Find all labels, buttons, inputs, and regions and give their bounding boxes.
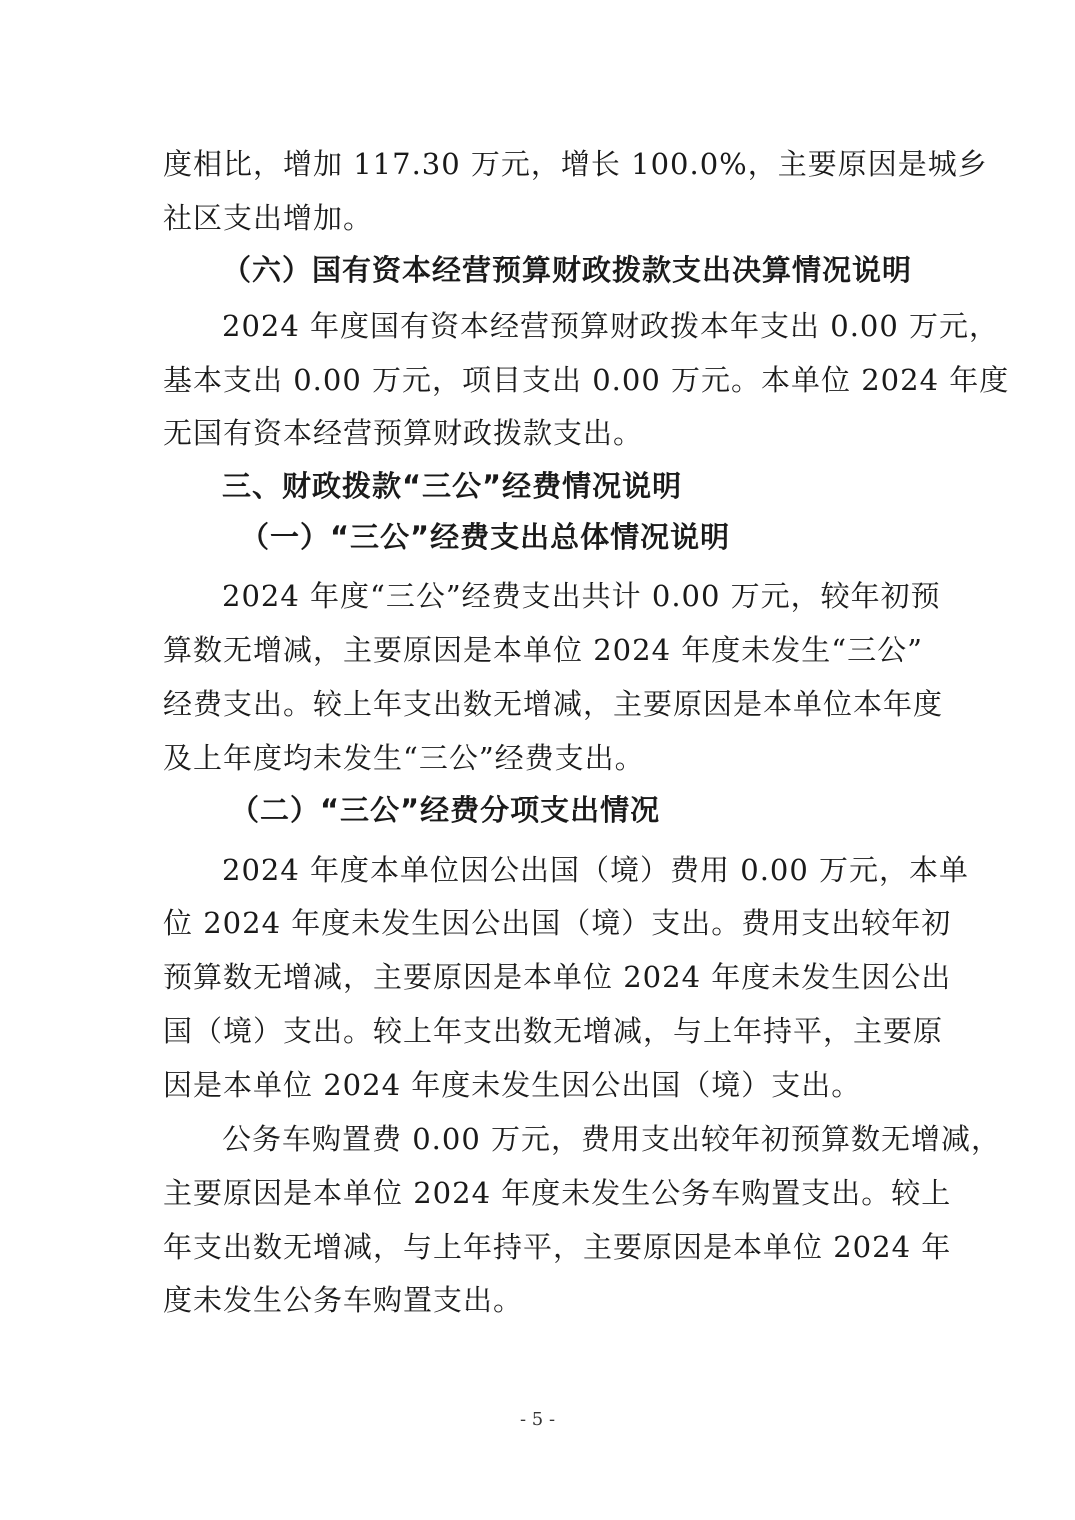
body-line: 公务车购置费 0.00 万元，费用支出较年初预算数无增减， (222, 1122, 1002, 1156)
body-line: 因是本单位 2024 年度未发生因公出国（境）支出。 (163, 1068, 862, 1102)
body-line: 经费支出。较上年支出数无增减，主要原因是本单位本年度 (163, 687, 944, 721)
body-line: 算数无增减，主要原因是本单位 2024 年度未发生“三公” (163, 633, 923, 667)
body-line: 无国有资本经营预算财政拨款支出。 (163, 416, 644, 450)
body-line: 主要原因是本单位 2024 年度未发生公务车购置支出。较上 (163, 1176, 952, 1210)
body-line: 国（境）支出。较上年支出数无增减，与上年持平，主要原 (163, 1014, 944, 1048)
chapter-heading-3: 三、财政拨款“三公”经费情况说明 (222, 469, 683, 503)
body-line: 预算数无增减，主要原因是本单位 2024 年度未发生因公出 (163, 960, 952, 994)
body-line: 2024 年度“三公”经费支出共计 0.00 万元，较年初预 (222, 579, 941, 613)
body-line: 年支出数无增减，与上年持平，主要原因是本单位 2024 年 (163, 1230, 952, 1264)
body-line: 度未发生公务车购置支出。 (163, 1283, 524, 1317)
section-heading-2: （二）“三公”经费分项支出情况 (230, 793, 661, 827)
body-line: 度相比，增加 117.30 万元，增长 100.0%，主要原因是城乡 (163, 147, 988, 181)
body-line: 2024 年度国有资本经营预算财政拨本年支出 0.00 万元， (222, 309, 1000, 343)
body-line: 2024 年度本单位因公出国（境）费用 0.00 万元，本单 (222, 853, 970, 887)
body-line: 及上年度均未发生“三公”经费支出。 (163, 741, 645, 775)
body-line: 社区支出增加。 (163, 201, 374, 235)
body-line: 位 2024 年度未发生因公出国（境）支出。费用支出较年初 (163, 906, 952, 940)
section-heading-6: （六）国有资本经营预算财政拨款支出决算情况说明 (222, 253, 913, 287)
body-line: 基本支出 0.00 万元，项目支出 0.00 万元。本单位 2024 年度 (163, 363, 1010, 397)
page-number: - 5 - (519, 1409, 556, 1430)
section-heading-1: （一）“三公”经费支出总体情况说明 (240, 520, 731, 554)
